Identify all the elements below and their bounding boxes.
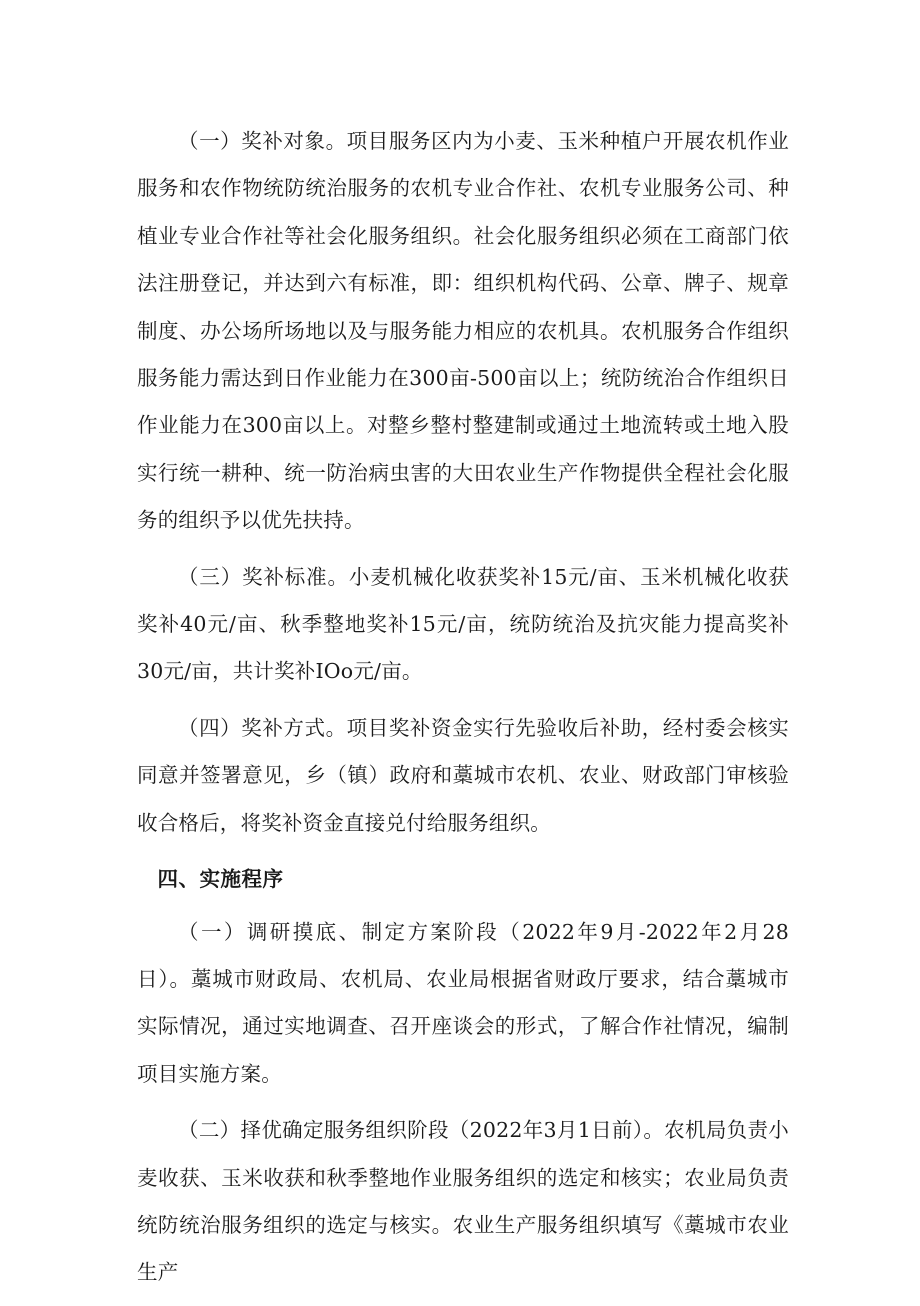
document-page [137,118,789,1306]
paragraph-selection-phase: （二）择优确定服务组织阶段（2022年3月1日前）。农机局负责小麦收获、玉米收获和秋季整地作业服务组织的选定和核实；农业局负责统防统治服务组织的选定与核实。农业生产服务组织填写《藁城市农业生产 [137,1118,789,1285]
paragraph-survey-phase: （一）调研摸底、制定方案阶段（2022年9月-2022年2月28日）。藁城市财政局、农机局、农业局根据省财政厅要求，结合藁城市实际情况，通过实地调查、召开座谈会的形式，了解合作社情况，编制项目实施方案。 [137,919,789,1086]
paragraph-award-method: （四）奖补方式。项目奖补资金实行先验收后补助，经村委会核实同意并签署意见，乡（镇）政府和藁城市农机、农业、财政部门审核验收合格后，将奖补资金直接兑付给服务组织。 [137,715,789,835]
paragraph-award-recipients: （一）奖补对象。项目服务区内为小麦、玉米种植户开展农机作业服务和农作物统防统治服务的农机专业合作社、农机专业服务公司、种植业专业合作社等社会化服务组织。社会化服务组织必须在工商部门依法注册登记，并达到六有标准，即：组织机构代码、公章、牌子、规章制度、办公场所场地以及与服务能力相应的农机具。农机服务合作组织服务能力需达到日作业能力在300亩-500亩以上；统防统治合作组织日作业能力在300亩以上。对整乡整村整建制或通过土地流转或土地入股实行统一耕种、统一防治病虫害的大田农业生产作物提供全程社会化服务的组织予以优先扶持。 [137,129,789,533]
section-heading-implementation: 四、实施程序 [157,867,284,892]
paragraph-award-standard: （三）奖补标准。小麦机械化收获奖补15元/亩、玉米机械化收获奖补40元/亩、秋季整地奖补15元/亩，统防统治及抗灾能力提高奖补30元/亩，共计奖补IOo元/亩。 [137,564,789,684]
